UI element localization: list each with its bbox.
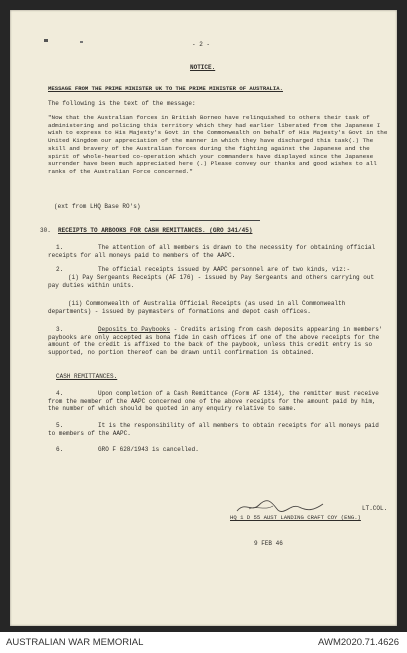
para3-number: 3. <box>56 326 64 333</box>
archive-footer <box>0 632 407 653</box>
message-title: MESSAGE FROM THE PRIME MINISTER UK TO THE PRIME MINISTER OF AUSTRALIA. <box>48 85 283 92</box>
section-number: 30. <box>40 227 51 234</box>
message-quote: "Now that the Australian forces in British Borneo have relinquished to others their task of administering and policing this territory which they had earlier liberated from the Japanese I wish to express to His Majesty's Govt in the Commonwealth on behalf of His Majesty's Govt in the United Kingdom our appreciation of the manner in which they have discharged this task(.) The skill and bravery of the Australian forces during the fighting against the Japanese and the spirit of whole-hearted co-operation which your commanders have displayed since the Japanese surrender have been much appreciated here (.) Please convey our thanks and good wishes to all ranks of the Australian Force concerned." <box>48 114 388 175</box>
signoff-unit: HQ 1 D 55 AUST LANDING CRAFT COY (ENG.) <box>230 514 361 521</box>
para1-text: The attention of all members is drawn to the necessity for obtaining official receipts for all moneys paid to members of the AAPC. <box>48 244 376 259</box>
message-source: (ext from LHQ Base RO's) <box>54 203 141 210</box>
para3-block <box>48 326 388 356</box>
para5-text: It is the responsibility of all members to obtain receipts for all moneys paid to members of the AAPC. <box>48 422 379 437</box>
para2-text: The official receipts issued by AAPC personnel are of two kinds, viz:- <box>98 266 351 273</box>
para3-title: Deposits to Paybooks <box>98 326 171 333</box>
section-title: RECEIPTS TO ARBOOKS FOR CASH REMITTANCES. (GRO 341/45) <box>58 227 253 234</box>
para5-number: 5. <box>56 422 64 429</box>
para4-text: Upon completion of a Cash Remittance (Form AF 1314), the remitter must receive from the member of the AAPC concerned one of the above receipts for the amount paid by him, the number of which should be quoted in any enquiry relative to same. <box>48 390 379 413</box>
para2-item-ii: (ii) Commonwealth of Australia Official Receipts (as used in all Commonwealth departments) - issued by paymasters of formations and depot cash offices. <box>48 300 346 315</box>
notice-heading: NOTICE. <box>190 64 216 71</box>
hole-punch-mark <box>44 39 48 42</box>
para3-text: - Credits arising from cash deposits appearing in members' paybooks are only accepted as bona fide in cash offices if one of the above receipts for the amount of the credit is affixed to the back of the paybook, unless this credit entry is so supported, no portion thereof can be drawn until confirmation is obtained. <box>48 326 383 356</box>
para6-text: GRO F 628/1943 is cancelled. <box>98 446 199 453</box>
para1-number: 1. <box>56 244 64 251</box>
message-intro: The following is the text of the message: <box>48 100 196 107</box>
para6-number: 6. <box>56 446 64 453</box>
document-date: 9 FEB 46 <box>254 540 283 547</box>
divider-line <box>150 220 260 221</box>
cash-remittances-heading: CASH REMITTANCES. <box>56 373 118 380</box>
para4-number: 4. <box>56 390 64 397</box>
hole-punch-mark <box>80 41 83 43</box>
footer-accession-number: AWM2020.71.4626 <box>318 637 399 648</box>
page-marker: - 2 - <box>192 41 211 48</box>
para2-number: 2. <box>56 266 64 273</box>
signoff-rank: LT.COL. <box>362 505 388 512</box>
para2-item-i: (i) Pay Sergeants Receipts (AF 176) - issued by Pay Sergeants and others carrying out pay duties within units. <box>48 274 375 289</box>
signature <box>235 499 325 515</box>
document-page <box>10 10 397 626</box>
footer-institution: AUSTRALIAN WAR MEMORIAL <box>6 637 144 648</box>
